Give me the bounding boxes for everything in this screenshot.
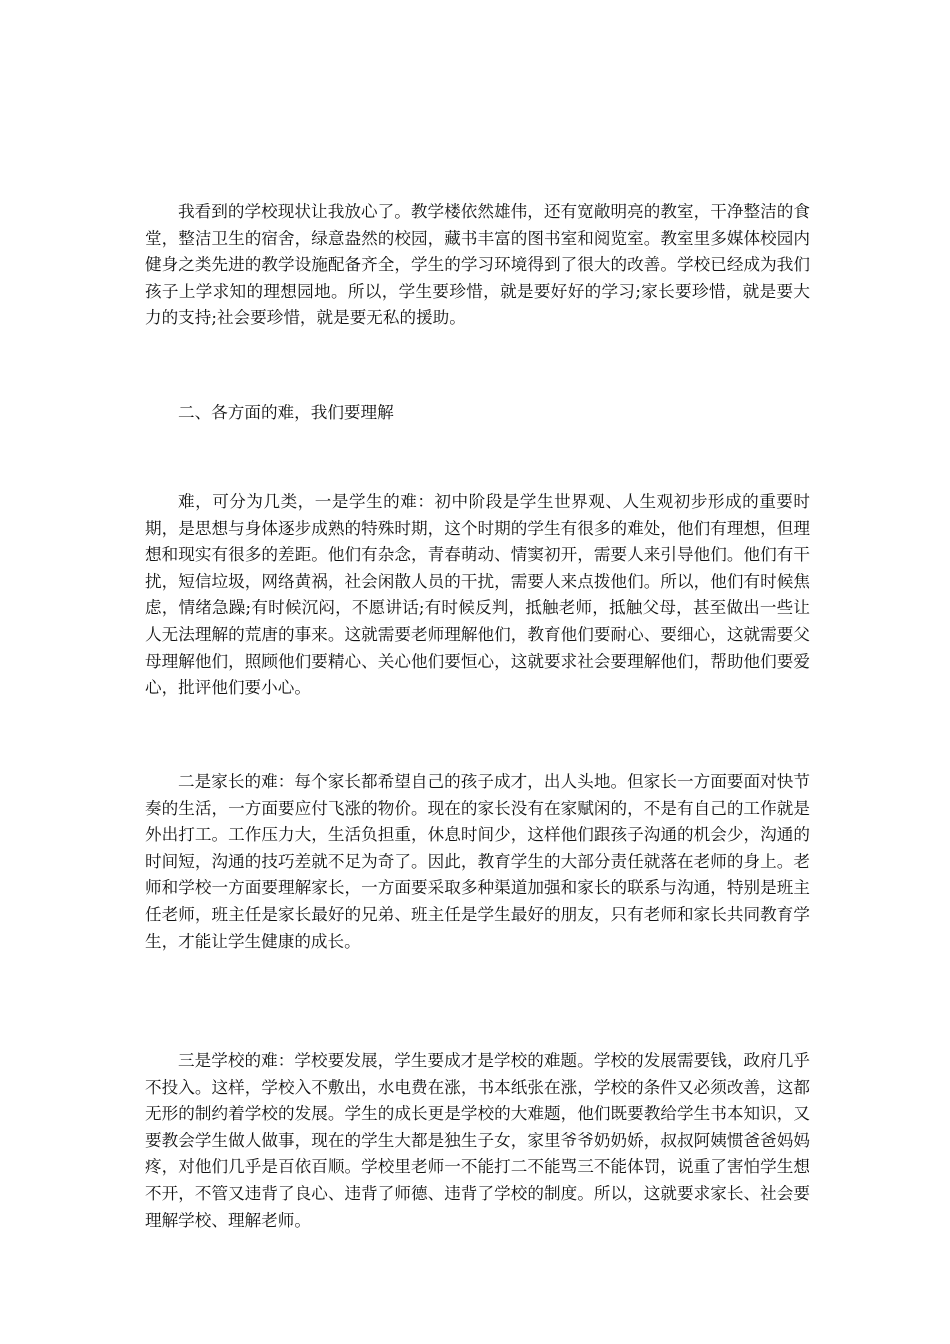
paragraph-parent-difficulties: 二是家长的难：每个家长都希望自己的孩子成才，出人头地。但家长一方面要面对快节奏的生活，一方面要应付飞涨的物价。现在的家长没有在家赋闲的，不是有自己的工作就是外出打工。工作压力大，生活负担重，休息时间少，这样他们跟孩子沟通的机会少，沟通的时间短，沟通的技巧差就不足为奇了。因此，教育学生的大部分责任就落在老师的身上。老师和学校一方面要理解家长，一方面要采取多种渠道加强和家长的联系与沟通，特别是班主任老师，班主任是家长最好的兄弟、班主任是学生最好的朋友，只有老师和家长共同教育学生，才能让学生健康的成长。	[145, 772, 810, 951]
section-heading: 二、各方面的难，我们要理解	[178, 403, 394, 422]
paragraph-school-status: 我看到的学校现状让我放心了。教学楼依然雄伟，还有宽敞明亮的教室，干净整洁的食堂，整洁卫生的宿舍，绿意盎然的校园，藏书丰富的图书室和阅览室。教室里多媒体校园内健身之类先进的教学设施配备齐全，学生的学习环境得到了很大的改善。学校已经成为我们孩子上学求知的理想园地。所以，学生要珍惜，就是要好好的学习;家长要珍惜，就是要大力的支持;社会要珍惜，就是要无私的援助。	[145, 202, 810, 328]
paragraph-school-difficulties: 三是学校的难：学校要发展，学生要成才是学校的难题。学校的发展需要钱，政府几乎不投入。这样，学校入不敷出，水电费在涨，书本纸张在涨，学校的条件又必须改善，这都无形的制约着学校的发展。学生的成长更是学校的大难题，他们既要教给学生书本知识，又要教会学生做人做事，现在的学生大都是独生子女，家里爷爷奶奶娇，叔叔阿姨惯爸爸妈妈疼，对他们几乎是百依百顺。学校里老师一不能打二不能骂三不能体罚，说重了害怕学生想不开，不管又违背了良心、违背了师德、违背了学校的制度。所以，这就要求家长、社会要理解学校、理解老师。	[145, 1051, 810, 1230]
paragraph-student-difficulties: 难，可分为几类，一是学生的难：初中阶段是学生世界观、人生观初步形成的重要时期，是思想与身体逐步成熟的特殊时期，这个时期的学生有很多的难处，他们有理想，但理想和现实有很多的差距。他们有杂念，青春萌动、情窦初开，需要人来引导他们。他们有干扰，短信垃圾，网络黄祸，社会闲散人员的干扰，需要人来点拨他们。所以，他们有时候焦虑，情绪急躁;有时候沉闷，不愿讲话;有时候反判，抵触老师，抵触父母，甚至做出一些让人无法理解的荒唐的事来。这就需要老师理解他们，教育他们要耐心、要细心，这就需要父母理解他们，照顾他们要精心、关心他们要恒心，这就要求社会要理解他们，帮助他们要爱心，批评他们要小心。	[145, 492, 810, 698]
